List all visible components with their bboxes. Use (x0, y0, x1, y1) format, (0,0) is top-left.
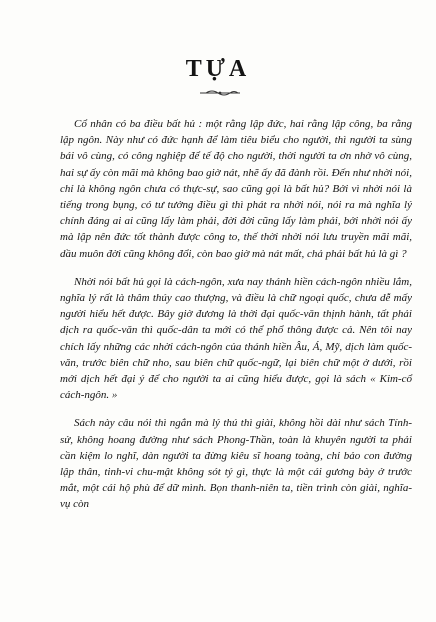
paragraph-2: Nhời nói bất hủ gọi là cách-ngôn, xưa nay thánh hiền cách-ngôn nhiều lắm, nghĩa lý rất là thâm thúy cao thượng, và điều là chữ ngoại quốc, chưa dễ mấy người hiểu hết được. Bây giờ đương là thời đại quốc-văn thịnh hành, tất phải dịch ra quốc-văn thì quốc-dân ta mới có thể phổ thông được cả. Nên tôi nay chích lấy những các nhời cách-ngôn của thánh hiền Âu, Á, Mỹ, dịch làm quốc-văn, trước biên chữ nho, sau biên chữ quốc-ngữ, lại biên chữ một ở dưới, rồi mới dịch hết đại ý để cho người ta ai cũng hiểu được, gọi là sách « Kim-cổ cách-ngôn. » (60, 275, 412, 402)
paragraph-3: Sách này câu nói thì ngắn mà lý thú thì giài, không hồi dài như sách Tính-sử, không hoang đường như sách Phong-Thần, toàn là khuyên người ta phải cần kiệm lo nghĩ, dàn người ta đừng kiêu sĩ hoang toàng, chỉ bảo con đường lập thân, tinh-vi chu-mật không sót tý gì, thực là một cái gương bày ở trước mắt, một cái hộ phù để dữ mình. Bọn thanh-niên ta, tiền trình còn giài, nghĩa-vụ còn (60, 417, 412, 511)
preface-body (60, 116, 412, 513)
paragraph-1: Cổ nhân có ba điều bất hủ : một rằng lập đức, hai rằng lập công, ba rằng lập ngôn. Này như có đức hạnh để làm tiêu biểu cho người, thì người ta sùng bái vô cùng, có công nghiệp để tế độ cho người, thời người ta ơn nhờ vô cùng, hai sự ấy còn mãi mà không bao giờ nát, nhẽ ấy đã đành rồi. Đến như nhời nói, chỉ là không ngôn chưa có thực-sự, sao cũng gọi là bất hủ? Bởi vì nhời nói là tiếng trong bụng, có tư tưởng điều gì thì phát ra nhời nói, nói ra mà nghĩa lý chính đáng ai ai cũng lấy làm phải, đời đời cũng lấy làm phải, bởi nhời nói ấy mà lập nên đức tốt thành được công to, thế thời nhời nói lưu truyền mãi mãi, dầu muôn đời cũng không đổi, còn bao giờ mà nát mất, chả phải bất hủ là gì ? (60, 118, 412, 260)
page-title: TỰA (185, 56, 251, 82)
ornament-divider-icon (198, 88, 242, 98)
